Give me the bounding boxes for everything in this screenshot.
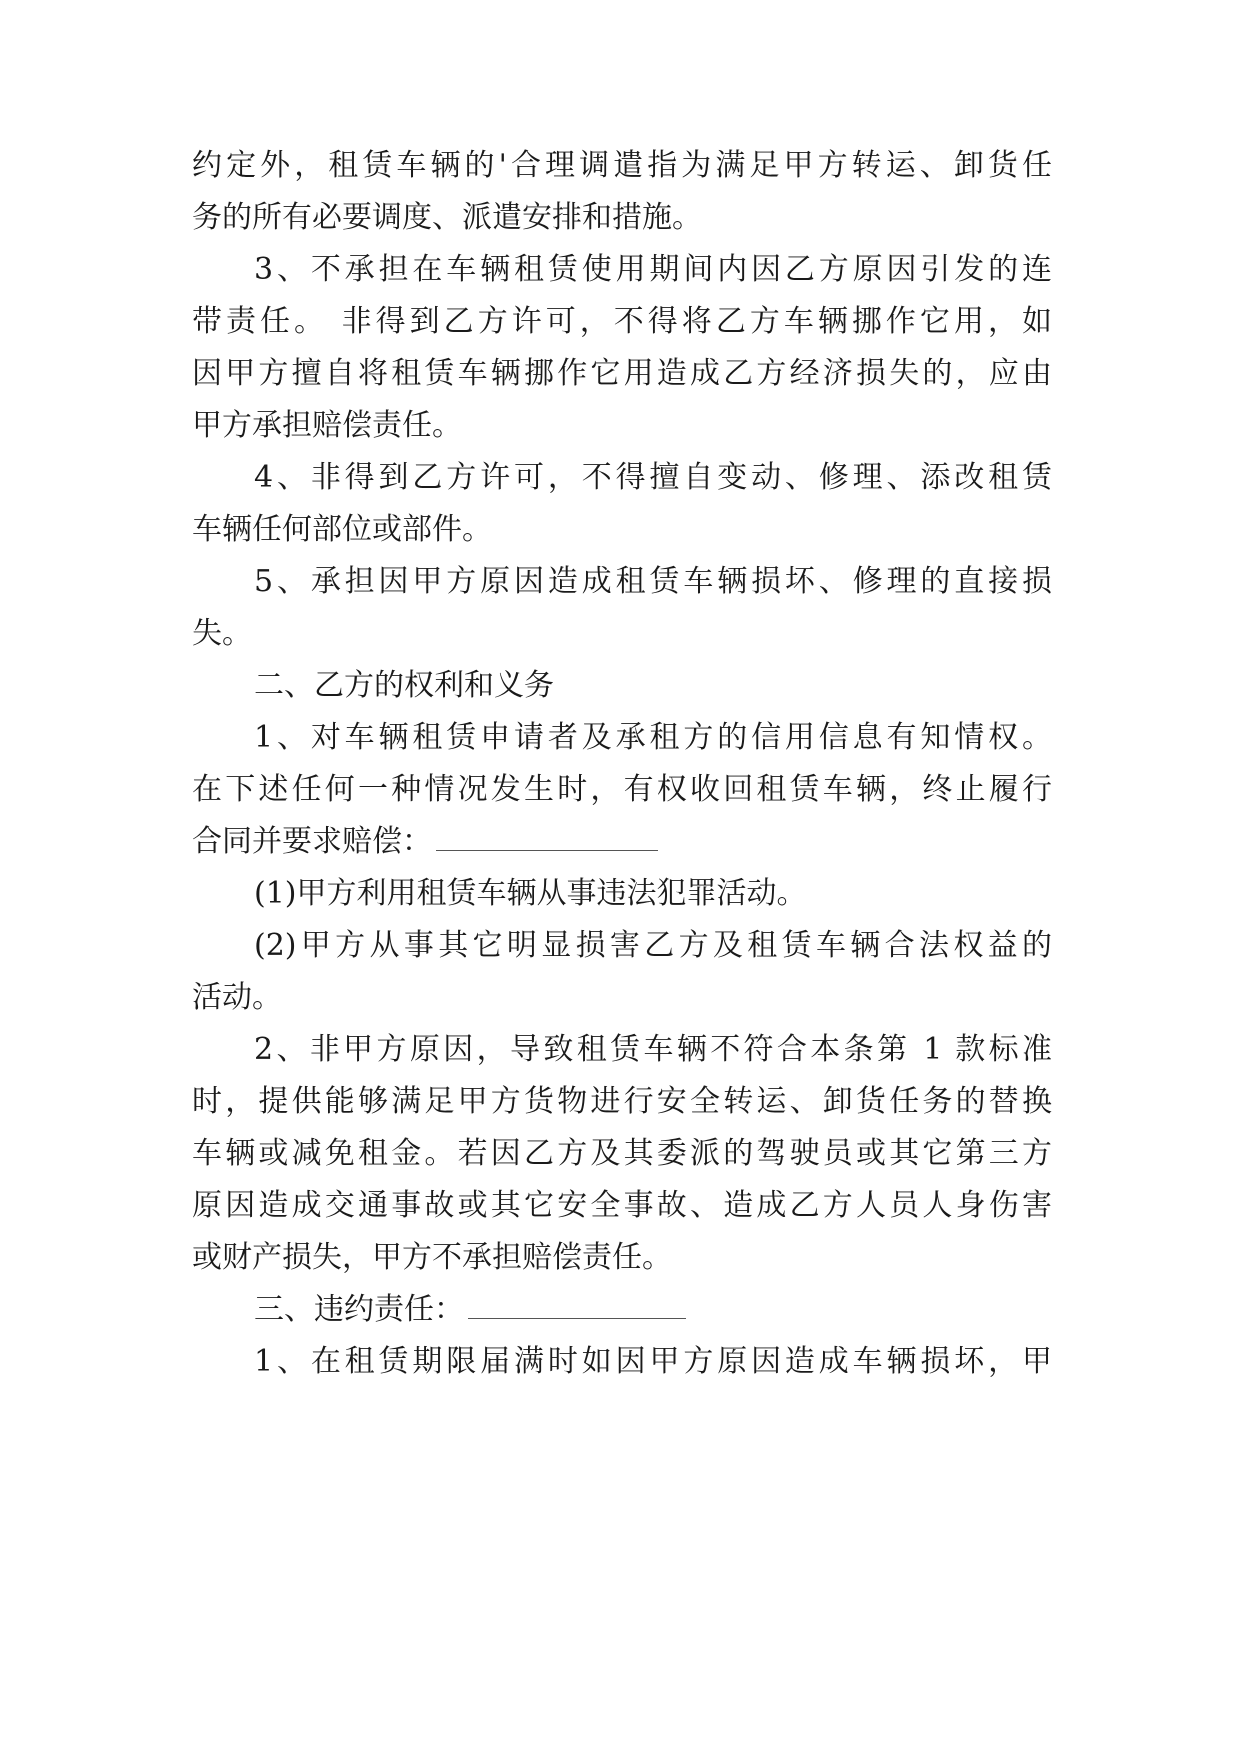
- paragraph-text: 合同并要求赔偿：: [192, 824, 432, 859]
- section-heading-with-blank: [254, 1290, 1052, 1330]
- paragraph-line: 活动。: [192, 980, 282, 1015]
- list-item: (1)甲方利用租赁车辆从事违法犯罪活动。: [254, 876, 807, 911]
- paragraph-line: 1、在租赁期限届满时如因甲方原因造成车辆损坏，甲: [254, 1344, 1052, 1379]
- section-heading: 二、乙方的权利和义务: [254, 668, 554, 703]
- paragraph-line: 因甲方擅自将租赁车辆挪作它用造成乙方经济损失的，应由: [192, 356, 1052, 391]
- paragraph-line: 在下述任何一种情况发生时，有权收回租赁车辆，终止履行: [192, 772, 1052, 807]
- list-item: (2)甲方从事其它明显损害乙方及租赁车辆合法权益的: [254, 928, 1052, 963]
- paragraph-line: 2、非甲方原因，导致租赁车辆不符合本条第 1 款标准: [254, 1032, 1052, 1067]
- paragraph-line: 或财产损失，甲方不承担赔偿责任。: [192, 1240, 672, 1275]
- paragraph-line: 车辆或减免租金。若因乙方及其委派的驾驶员或其它第三方: [192, 1136, 1052, 1171]
- paragraph-line: 带责任。 非得到乙方许可，不得将乙方车辆挪作它用，如: [192, 304, 1052, 339]
- fill-in-blank: [436, 824, 658, 851]
- paragraph-line: 约定外，租赁车辆的'合理调遣指为满足甲方转运、卸货任: [192, 148, 1052, 183]
- paragraph-line-with-blank: [192, 822, 1052, 862]
- paragraph-line: 4、非得到乙方许可，不得擅自变动、修理、添改租赁: [254, 460, 1052, 495]
- fill-in-blank: [468, 1292, 686, 1319]
- paragraph-line: 原因造成交通事故或其它安全事故、造成乙方人员人身伤害: [192, 1188, 1052, 1223]
- paragraph-line: 1、对车辆租赁申请者及承租方的信用信息有知情权。: [254, 720, 1052, 755]
- paragraph-line: 5、承担因甲方原因造成租赁车辆损坏、修理的直接损: [254, 564, 1052, 599]
- paragraph-line: 时，提供能够满足甲方货物进行安全转运、卸货任务的替换: [192, 1084, 1052, 1119]
- paragraph-line: 务的所有必要调度、派遣安排和措施。: [192, 200, 702, 235]
- section-heading: 三、违约责任：: [254, 1292, 464, 1327]
- paragraph-line: 失。: [192, 616, 252, 651]
- paragraph-line: 车辆任何部位或部件。: [192, 512, 492, 547]
- paragraph-line: 3、不承担在车辆租赁使用期间内因乙方原因引发的连: [254, 252, 1052, 287]
- paragraph-line: 甲方承担赔偿责任。: [192, 408, 462, 443]
